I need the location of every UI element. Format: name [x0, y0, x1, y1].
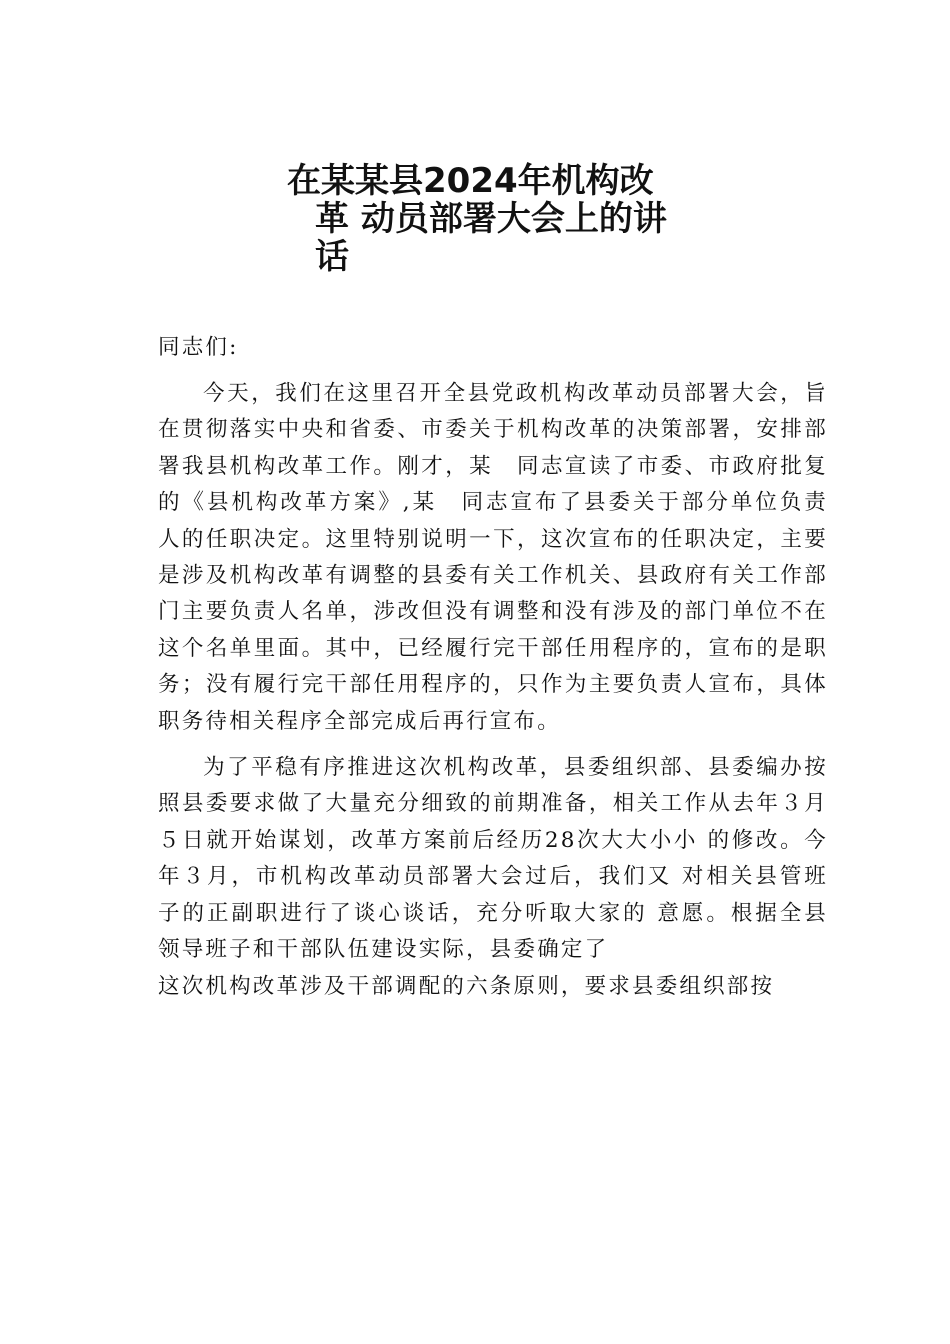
salutation: 同志们: — [158, 335, 239, 360]
document-body — [158, 330, 828, 1005]
title-line-3: 话 — [315, 237, 349, 277]
title-line-1: 在某某县2024年机构改 — [287, 161, 654, 201]
paragraph-3-first-line: 这次机构改革涉及干部调配的六条原则，要求县委组织部按 — [158, 973, 775, 999]
paragraph-1: 今天，我们在这里召开全县党政机构改革动员部署大会，旨在贯彻落实中央和省委、市委关于机构改革的决策部署，安排部署我县机构改革工作。刚才，某 同志宣读了市委、市政府批复的《县机构改革方案》,某 同志宣布了县委关于部分单位负责人的任职决定。这里特别说明一下，这次宣布的任职决定，主要是涉及机构改革有调整的县委有关工作机关、县政府有关工作部门主要负责人名单，涉改但没有调整和没有涉及的部门单位不在这个名单里面。其中，已经履行完干部任用程序的，宣布的是职务；没有履行完干部任用程序的，只作为主要负责人宣布，具体职务待相关程序全部完成后再行宣布。 — [158, 381, 828, 734]
document-title — [287, 162, 707, 276]
paragraph-2: 为了平稳有序推进这次机构改革，县委组织部、县委编办按照县委要求做了大量充分细致的前期准备，相关工作从去年３月５日就开始谋划，改革方案前后经历28次大大小小 的修改。今年３月，市机构改革动员部署大会过后，我们又 对相关县管班子的正副职进行了谈心谈话，充分听取大家的 意愿。根据全县领导班子和干部队伍建设实际，县委确定了 — [158, 755, 828, 963]
title-line-2: 革 动员部署大会上的讲 — [315, 199, 667, 239]
